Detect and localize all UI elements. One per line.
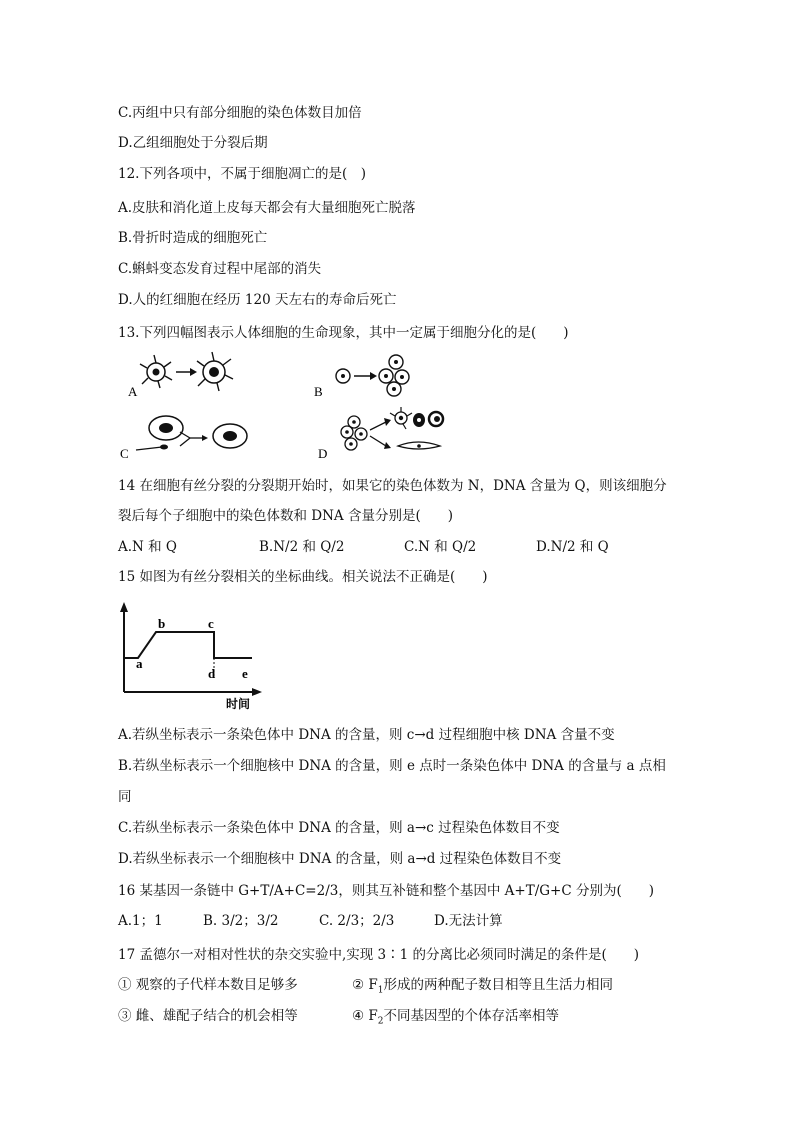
q14-option-a: A.N 和 Q xyxy=(118,539,178,555)
q15-stem: 15 如图为有丝分裂相关的坐标曲线。相关说法不正确是( ) xyxy=(118,569,488,585)
q17-condition-3: ③ 雌、雄配子结合的机会相等 xyxy=(118,1008,298,1024)
q17-condition-2-text: 形成的两种配子数目相等且生活力相同 xyxy=(383,977,613,993)
q17-condition-4-prefix: ④ F xyxy=(352,1008,378,1024)
q12-option-a: A.皮肤和消化道上皮每天都会有大量细胞死亡脱落 xyxy=(118,200,416,216)
q15-point-d: d xyxy=(208,666,216,681)
q13-label-d: D xyxy=(318,446,328,461)
q11-option-d: D.乙组细胞处于分裂后期 xyxy=(118,135,268,151)
q15-option-a: A.若纵坐标表示一条染色体中 DNA 的含量，则 c→d 过程细胞中核 DNA 含量不变 xyxy=(118,727,615,743)
q17-condition-2 xyxy=(352,976,613,1000)
q15-graph xyxy=(114,600,274,712)
q15-option-b-line1: B.若纵坐标表示一个细胞核中 DNA 的含量，则 e 点时一条染色体中 DNA 的含量与 a 点相 xyxy=(118,758,666,774)
q13-figure-svg xyxy=(118,350,478,465)
q13-stem: 13.下列四幅图表示人体细胞的生命现象，其中一定属于细胞分化的是( ) xyxy=(118,325,569,341)
q14-stem-line2: 裂后每个子细胞中的染色体数和 DNA 含量分别是( ) xyxy=(118,508,454,524)
q14-stem-line1: 14 在细胞有丝分裂的分裂期开始时，如果它的染色体数为 N，DNA 含量为 Q，则该细胞分 xyxy=(118,478,667,494)
q12-option-d: D.人的红细胞在经历 120 天左右的寿命后死亡 xyxy=(118,292,397,308)
q15-option-d: D.若纵坐标表示一个细胞核中 DNA 的含量，则 a→d 过程染色体数目不变 xyxy=(118,851,562,867)
q14-option-b: B.N/2 和 Q/2 xyxy=(259,539,345,555)
q13-c-cells xyxy=(136,416,247,450)
q16-option-b: B. 3/2；3/2 xyxy=(203,913,279,929)
q11-option-c: C.丙组中只有部分细胞的染色体数目加倍 xyxy=(118,105,362,121)
q15-point-b: b xyxy=(158,616,166,631)
q13-label-b: B xyxy=(314,384,323,399)
q15-graph-svg xyxy=(114,600,274,712)
q15-point-a: a xyxy=(136,656,143,671)
q16-option-d: D.无法计算 xyxy=(434,913,503,929)
q15-xlabel: 时间 xyxy=(226,697,251,711)
q17-condition-1: ① 观察的子代样本数目足够多 xyxy=(118,977,298,993)
q16-option-a: A.1；1 xyxy=(118,913,163,929)
q13-a-cells xyxy=(140,352,233,391)
q17-condition-4-sub: 2 xyxy=(377,1016,384,1027)
q16-stem: 16 某基因一条链中 G+T/A+C=2/3，则其互补链和整个基因中 A+T/G+C 分别为( ) xyxy=(118,883,654,899)
q17-stem: 17 孟德尔一对相对性状的杂交实验中,实现 3∶1 的分离比必须同时满足的条件是( ) xyxy=(118,947,640,963)
q14-option-c: C.N 和 Q/2 xyxy=(404,539,477,555)
q15-point-e: e xyxy=(242,666,248,681)
q13-label-a: A xyxy=(128,384,138,399)
q16-option-c: C. 2/3；2/3 xyxy=(319,913,395,929)
q13-b-cells xyxy=(336,355,409,396)
q13-d-cells xyxy=(341,407,443,450)
q13-figure xyxy=(118,350,478,465)
q15-option-c: C.若纵坐标表示一条染色体中 DNA 的含量，则 a→c 过程染色体数目不变 xyxy=(118,820,560,836)
q12-option-b: B.骨折时造成的细胞死亡 xyxy=(118,230,268,246)
q17-condition-2-prefix: ② F xyxy=(352,977,378,993)
q17-condition-2-sub: 1 xyxy=(377,985,384,996)
q17-condition-4-text: 不同基因型的个体存活率相等 xyxy=(383,1008,559,1024)
q12-stem: 12.下列各项中，不属于细胞凋亡的是( ) xyxy=(118,166,367,182)
q13-label-c: C xyxy=(120,446,129,461)
q17-condition-4 xyxy=(352,1007,559,1031)
q15-point-c: c xyxy=(208,616,214,631)
q15-option-b-line2: 同 xyxy=(118,789,132,805)
q14-option-d: D.N/2 和 Q xyxy=(536,539,609,555)
q12-option-c: C.蝌蚪变态发育过程中尾部的消失 xyxy=(118,261,322,277)
